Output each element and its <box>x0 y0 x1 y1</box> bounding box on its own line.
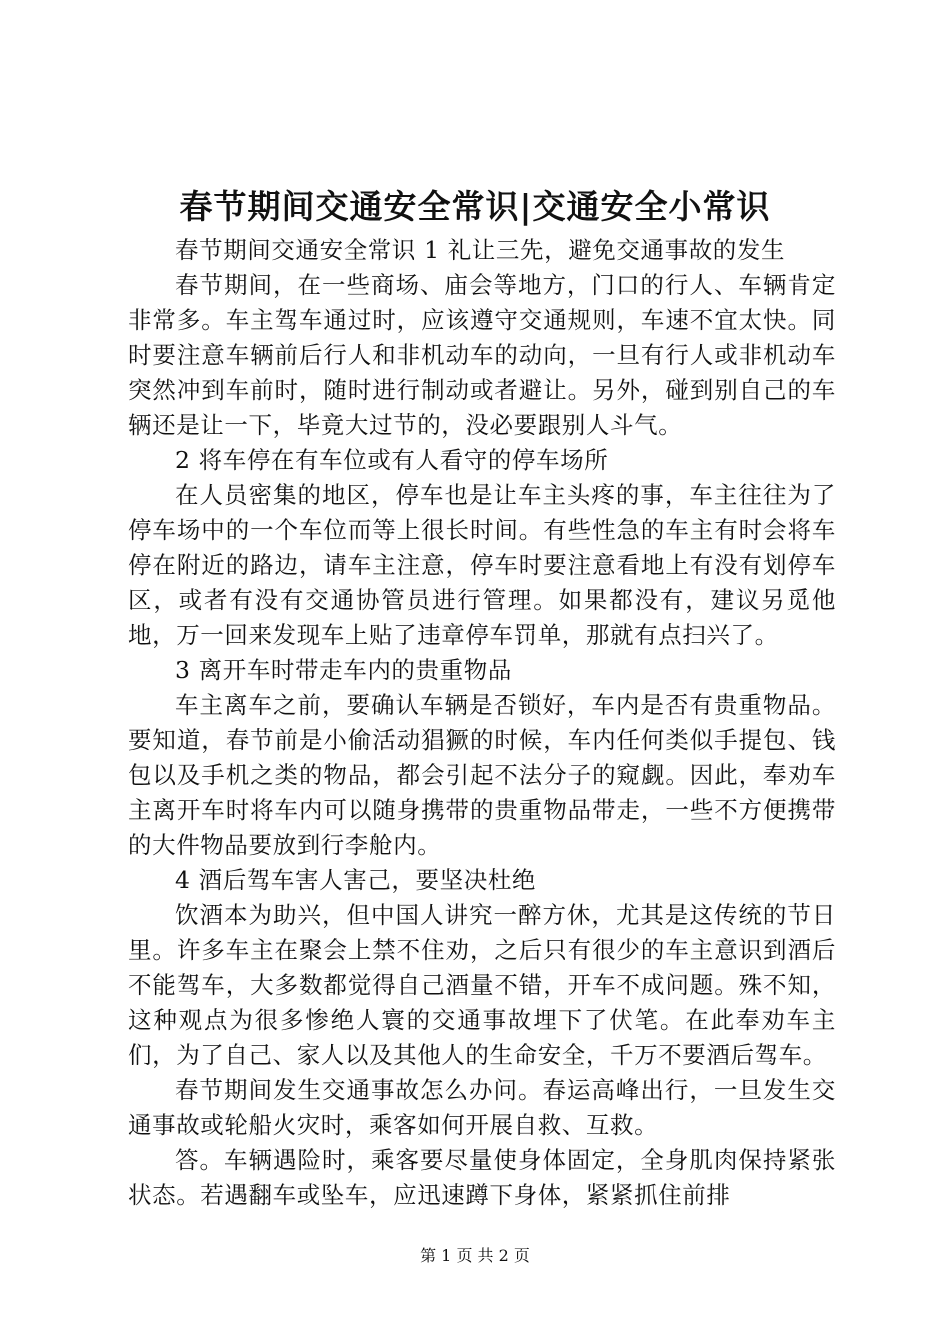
paragraph: 饮酒本为助兴，但中国人讲究一醉方休，尤其是这传统的节日里。许多车主在聚会上禁不住劝，之后只有很少的车主意识到酒后不能驾车，大多数都觉得自己酒量不错，开车不成问题。殊不知，这种观点为很多惨绝人寰的交通事故埋下了伏笔。在此奉劝车主们，为了自己、家人以及其他人的生命安全，千万不要酒后驾车。 <box>128 901 836 1069</box>
answer-paragraph: 答。车辆遇险时，乘客要尽量使身体固定，全身肌肉保持紧张状态。若遇翻车或坠车，应迅速蹲下身体，紧紧抓住前排 <box>128 1146 836 1209</box>
paragraph: 春节期间，在一些商场、庙会等地方，门口的行人、车辆肯定非常多。车主驾车通过时，应该遵守交通规则，车速不宜太快。同时要注意车辆前后行人和非机动车的动向，一旦有行人或非机动车突然冲到车前时，随时进行制动或者避让。另外，碰到别自己的车辆还是让一下，毕竟大过节的，没必要跟别人斗气。 <box>128 271 836 439</box>
section-heading: 4 酒后驾车害人害己，要坚决杜绝 <box>175 866 537 894</box>
question-paragraph: 春节期间发生交通事故怎么办问。春运高峰出行，一旦发生交通事故或轮船火灾时，乘客如何开展自救、互救。 <box>128 1076 836 1139</box>
section-heading: 2 将车停在有车位或有人看守的停车场所 <box>175 446 609 474</box>
paragraph: 春节期间交通安全常识 1 礼让三先，避免交通事故的发生 <box>175 236 786 264</box>
document-title: 春节期间交通安全常识|交通安全小常识 <box>179 187 771 226</box>
paragraph: 在人员密集的地区，停车也是让车主头疼的事，车主往往为了停车场中的一个车位而等上很长时间。有些性急的车主有时会将车停在附近的路边，请车主注意，停车时要注意看地上有没有划停车区，或者有没有交通协管员进行管理。如果都没有，建议另觅他地，万一回来发现车上贴了违章停车罚单，那就有点扫兴了。 <box>128 481 836 649</box>
section-heading: 3 离开车时带走车内的贵重物品 <box>175 656 512 684</box>
paragraph: 车主离车之前，要确认车辆是否锁好，车内是否有贵重物品。要知道，春节前是小偷活动猖獗的时候，车内任何类似手提包、钱包以及手机之类的物品，都会引起不法分子的窥觑。因此，奉劝车主离开车时将车内可以随身携带的贵重物品带走，一些不方便携带的大件物品要放到行李舱内。 <box>128 691 836 859</box>
document-body <box>128 233 836 1213</box>
page-footer: 第 1 页 共 2 页 <box>420 1246 530 1265</box>
